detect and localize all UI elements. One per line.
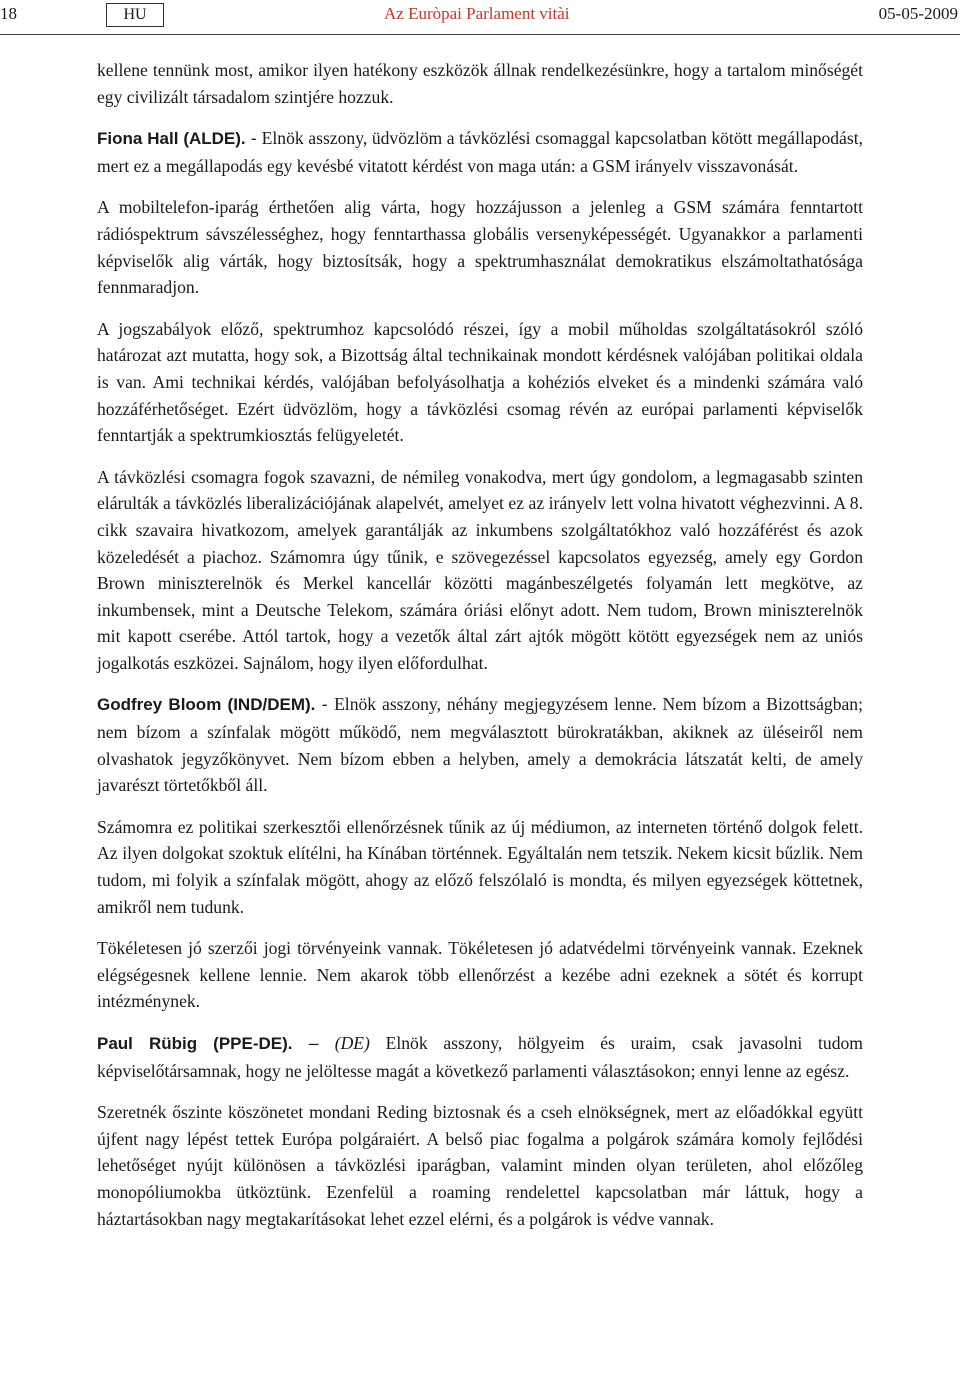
speaker-name: Fiona Hall (ALDE). xyxy=(97,129,246,149)
paragraph xyxy=(97,125,863,179)
speaker-name: Paul Rübig (PPE-DE). xyxy=(97,1034,293,1053)
document-date: 05-05-2009 xyxy=(878,4,958,23)
paragraph-text: Tökéletesen jó szerzői jogi törvényeink vannak. Tökéletesen jó adatvédelmi törvényeink vannak. Ezeknek elégségesnek kellene lennie. Nem akarok több ellenőrzést a kezébe adni ezeknek a sötét és korrupt intézménynek. xyxy=(97,938,863,1012)
paragraph xyxy=(97,464,863,677)
language-tag: (DE) xyxy=(334,1033,370,1053)
paragraph xyxy=(97,1030,863,1084)
speaker-name: Godfrey Bloom (IND/DEM). xyxy=(97,695,316,715)
paragraph-text: A mobiltelefon-iparág érthetően alig várta, hogy hozzájusson a jelenleg a GSM számára fenntartott rádióspektrum sávszélességhez, hogy fenntarthassa globális versenyképességét. Ugyanakkor a parlamenti képviselők alig várták, hogy biztosítsák, hogy a spektrumhasználat demokratikus elszámoltathatósága fennmaradjon. xyxy=(97,197,863,298)
paragraph xyxy=(97,1099,863,1232)
paragraph-text: Szeretnék őszinte köszönetet mondani Reding biztosnak és a cseh elnökségnek, mert az előadókkal együtt újfent nagy lépést tettek Európa polgáraiért. A belső piac fogalma a polgárok számára komoly fejlődési lehetőséget nyújt különösen a távközlési iparágban, valamint minden olyan területen, ahol előzőleg monopóliumokba ütköztünk. Ezenfelül a roaming rendelettel kapcsolatban már láttuk, hogy a háztartásokban nagy megtakarításokat lehet ezzel elérni, és a polgárok is védve vannak. xyxy=(97,1102,863,1229)
paragraph xyxy=(97,935,863,1015)
speaker-separator: - xyxy=(315,694,335,715)
paragraph-text: Elnök asszony, hölgyeim és uraim, csak javasolni tudom képviselőtársamnak, hogy ne jelöltesse magát a következő parlamenti választásokon; ennyi lenne az egész. xyxy=(97,1033,863,1081)
paragraph xyxy=(97,194,863,300)
paragraph xyxy=(97,691,863,798)
paragraph xyxy=(97,814,863,920)
document-title: Az Euròpai Parlament vitài xyxy=(384,4,570,23)
speaker-separator: - xyxy=(245,128,262,149)
paragraph xyxy=(97,57,863,110)
page-header xyxy=(0,0,960,36)
paragraph xyxy=(97,316,863,449)
paragraph-text: Számomra ez politikai szerkesztői ellenőrzésnek tűnik az új médiumon, az interneten történő dolgok felett. Az ilyen dolgokat szoktuk elítélni, ha Kínában történnek. Egyáltalán nem tetszik. Nekem kicsit bűzlik. Nem tudom, mi folyik a színfalak mögött, ahogy az előző felszólaló is mondta, és milyen egyezségek köttetnek, amikről nem tudunk. xyxy=(97,816,863,917)
paragraph-text: A jogszabályok előző, spektrumhoz kapcsolódó részei, így a mobil műholdas szolgáltatásokról szóló határozat azt mutatta, hogy sok, a Bizottság által technikainak mondott kérdésnek valójában politikai oldala is van. Ami technikai kérdés, valójában befolyásolhatja a kohéziós elveket és a mindenki számára való hozzáférhetőséget. Ezért üdvözlöm, hogy a távközlési csomag révén az európai parlamenti képviselők fenntartják a spektrumkiosztás felügyeletét. xyxy=(97,318,863,446)
paragraph-text: kellene tennünk most, amikor ilyen hatékony eszközök állnak rendelkezésünkre, hogy a tartalom minőségét egy civilizált társadalom szintjére hozzuk. xyxy=(97,60,863,107)
paragraph-text: A távközlési csomagra fogok szavazni, de némileg vonakodva, mert úgy gondolom, a legmagasabb szinten elárulták a távközlés liberalizációjának alapelvét, amelyet ez az irányelv lett volna hivatott véghezvinni. A 8. cikk szavaira hivatkozom, amelyek garantálják az inkumbens szolgáltatókhoz való hozzáférést és azok közeledését a piachoz. Számomra úgy tűnik, e szövegezéssel kapcsolatos egyezség, amely egy Gordon Brown miniszterelnök és Merkel kancellár közötti magánbeszélgetés folyamán lett megkötve, az inkumbensek, mint a Deutsche Telekom, számára óriási előnyt adott. Nem tudom, Brown miniszterelnök mit kapott cserébe. Attól tartok, hogy a vezetők által zárt ajtók mögött kötött egyezségek nem az uniós jogalkotás eszközei. Sajnálom, hogy ilyen előfordulhat. xyxy=(97,466,863,673)
document-body xyxy=(97,57,863,1247)
header-divider xyxy=(0,34,960,35)
speaker-separator: – xyxy=(292,1033,335,1053)
page-number: 18 xyxy=(0,4,17,23)
paragraph-text: Elnök asszony, néhány megjegyzésem lenne. Nem bízom a Bizottságban; nem bízom a színfalak mögött működő, nem megválasztott bürokratákban, akiknek az üléseiről nem olvashatok jegyzőkönyvet. Nem bízom ebben a helyben, amely a demokrácia látszatát kelti, de amely javarészt törtetőkből áll. xyxy=(97,694,863,796)
paragraph-text: Elnök asszony, üdvözlöm a távközlési csomaggal kapcsolatban kötött megállapodást, mert ez a megállapodás egy kevésbé vitatott kérdést von maga után: a GSM irányelv visszavonását. xyxy=(97,128,863,176)
language-badge: HU xyxy=(106,3,164,27)
